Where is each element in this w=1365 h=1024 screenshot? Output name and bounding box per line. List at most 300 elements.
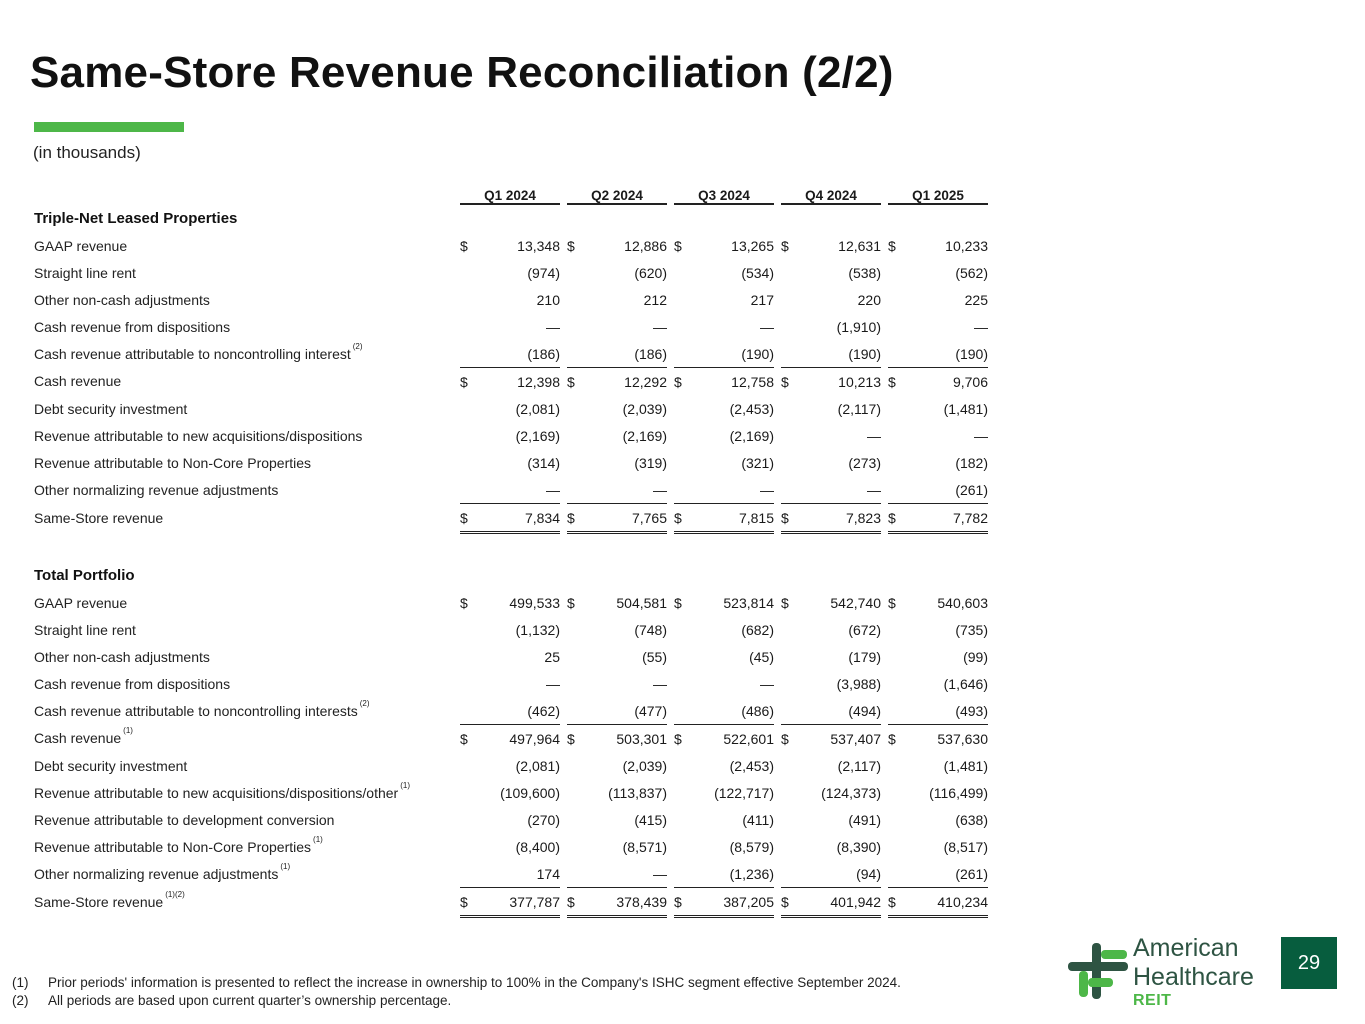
- value-cell: 12,886: [624, 237, 667, 254]
- value-cell: (273): [848, 454, 881, 471]
- value-cell: (319): [634, 454, 667, 471]
- currency-symbol: [460, 340, 474, 368]
- currency-symbol: [781, 476, 795, 504]
- value-cell: (2,039): [622, 400, 667, 417]
- value-cell: (1,910): [836, 318, 881, 335]
- currency-symbol: [460, 860, 474, 888]
- currency-symbol: [888, 259, 902, 286]
- value-cell: (270): [527, 811, 560, 828]
- currency-symbol: [888, 670, 902, 697]
- value-cell: 25: [544, 648, 560, 665]
- currency-symbol: [781, 860, 795, 888]
- value-cell: 522,601: [723, 730, 774, 747]
- value-cell: (113,837): [608, 784, 667, 801]
- value-cell: 7,815: [688, 504, 774, 533]
- value-cell: (682): [741, 621, 774, 638]
- footnote-ref: (1): [313, 834, 323, 844]
- row-label-cell: [34, 504, 460, 533]
- currency-symbol: [567, 286, 581, 313]
- currency-symbol: [460, 616, 474, 643]
- currency-symbol: [460, 476, 474, 504]
- table-row: [34, 476, 988, 504]
- currency-symbol: [460, 422, 474, 449]
- currency-symbol: $: [460, 373, 468, 390]
- currency-symbol: $: [567, 594, 575, 611]
- row-label-cell: [34, 368, 460, 396]
- row-label-cell: [34, 725, 460, 753]
- value-cell: 12,631: [838, 237, 881, 254]
- section-heading: Triple-Net Leased Properties: [34, 210, 238, 227]
- value-cell: 12,758: [731, 373, 774, 390]
- row-label: Other normalizing revenue adjustments: [34, 865, 279, 882]
- value-cell: 12,292: [624, 373, 667, 390]
- row-label-cell: [34, 697, 460, 725]
- table-row: [34, 313, 988, 340]
- column-header: Q1 2024: [460, 176, 560, 204]
- value-cell: (974): [527, 264, 560, 281]
- section-spacer: [34, 533, 988, 563]
- table-row: [34, 504, 988, 533]
- value-cell: —: [867, 427, 881, 444]
- row-label-cell: [34, 395, 460, 422]
- currency-symbol: [460, 697, 474, 725]
- row-label: Cash revenue: [34, 373, 122, 390]
- currency-symbol: [888, 395, 902, 422]
- value-cell: (2,453): [729, 400, 774, 417]
- value-cell: (55): [642, 648, 667, 665]
- cross-mark-icon: [1068, 943, 1128, 999]
- currency-symbol: [781, 752, 795, 779]
- value-cell: (190): [795, 340, 881, 368]
- value-cell: (491): [848, 811, 881, 828]
- currency-symbol: [674, 313, 688, 340]
- section-heading-row: [34, 204, 988, 232]
- row-label-cell: [34, 286, 460, 313]
- currency-symbol: [567, 259, 581, 286]
- value-cell: (8,390): [836, 838, 881, 855]
- logo-reit: REIT: [1133, 992, 1172, 1009]
- footnote-text: Prior periods' information is presented to reflect the increase in ownership to 100% in the Company's ISHC segment effective September 2024.: [48, 975, 901, 990]
- footnote-number: (2): [12, 993, 29, 1008]
- footnote-text: All periods are based upon current quarter’s ownership percentage.: [48, 993, 452, 1008]
- value-cell: (1,481): [943, 757, 988, 774]
- value-cell: 540,603: [937, 594, 988, 611]
- currency-symbol: $: [888, 504, 902, 533]
- currency-symbol: [674, 476, 688, 504]
- value-cell: (2,081): [515, 757, 560, 774]
- currency-symbol: [781, 340, 795, 368]
- value-cell: —: [546, 675, 560, 692]
- currency-symbol: [567, 643, 581, 670]
- section-heading: Total Portfolio: [34, 567, 135, 584]
- currency-symbol: [674, 286, 688, 313]
- value-cell: —: [581, 860, 667, 888]
- page-number: 29: [1281, 937, 1337, 989]
- currency-symbol: [888, 449, 902, 476]
- value-cell: 10,233: [945, 237, 988, 254]
- currency-symbol: [460, 643, 474, 670]
- currency-symbol: $: [674, 504, 688, 533]
- value-cell: —: [581, 476, 667, 504]
- row-label-cell: [34, 449, 460, 476]
- value-cell: 7,834: [474, 504, 560, 533]
- row-label-cell: [34, 259, 460, 286]
- value-cell: (45): [749, 648, 774, 665]
- currency-symbol: [888, 697, 902, 725]
- value-cell: 7,823: [795, 504, 881, 533]
- value-cell: —: [653, 318, 667, 335]
- currency-symbol: [674, 860, 688, 888]
- value-cell: (672): [848, 621, 881, 638]
- value-cell: (179): [848, 648, 881, 665]
- value-cell: 220: [857, 291, 881, 308]
- currency-symbol: [567, 616, 581, 643]
- row-label: Cash revenue from dispositions: [34, 318, 231, 335]
- currency-symbol: $: [567, 504, 581, 533]
- currency-symbol: [567, 752, 581, 779]
- currency-symbol: [781, 395, 795, 422]
- currency-symbol: $: [781, 730, 789, 747]
- row-label: Same-Store revenue: [34, 510, 164, 526]
- value-cell: (534): [741, 264, 774, 281]
- value-cell: (2,453): [729, 757, 774, 774]
- value-cell: 387,205: [688, 888, 774, 917]
- currency-symbol: [460, 752, 474, 779]
- table-row: [34, 752, 988, 779]
- value-cell: (8,517): [943, 838, 988, 855]
- value-cell: (8,579): [729, 838, 774, 855]
- row-label: Other non-cash adjustments: [34, 291, 210, 308]
- footnote-ref: (1)(2): [165, 890, 185, 899]
- currency-symbol: [781, 833, 795, 860]
- currency-symbol: [888, 422, 902, 449]
- reconciliation-table: [34, 176, 988, 918]
- value-cell: 497,964: [509, 730, 560, 747]
- row-label: Revenue attributable to Non-Core Properties: [34, 838, 312, 855]
- currency-symbol: [674, 643, 688, 670]
- currency-symbol: [888, 616, 902, 643]
- currency-symbol: $: [888, 237, 896, 254]
- currency-symbol: [674, 697, 688, 725]
- value-cell: —: [974, 318, 988, 335]
- table-row: [34, 368, 988, 396]
- currency-symbol: [567, 860, 581, 888]
- value-cell: (638): [955, 811, 988, 828]
- currency-symbol: [567, 779, 581, 806]
- currency-symbol: [888, 286, 902, 313]
- column-header: Q3 2024: [674, 176, 774, 204]
- currency-symbol: [888, 340, 902, 368]
- value-cell: 410,234: [902, 888, 988, 917]
- table-row: [34, 643, 988, 670]
- currency-symbol: [674, 779, 688, 806]
- currency-symbol: $: [460, 504, 474, 533]
- row-label-cell: [34, 860, 460, 888]
- value-cell: (620): [634, 264, 667, 281]
- row-label-cell: [34, 232, 460, 259]
- currency-symbol: [781, 779, 795, 806]
- table-row: [34, 232, 988, 259]
- currency-symbol: $: [888, 594, 896, 611]
- value-cell: (261): [902, 476, 988, 504]
- value-cell: (494): [795, 697, 881, 725]
- value-cell: —: [688, 476, 774, 504]
- currency-symbol: [460, 833, 474, 860]
- table-row: [34, 697, 988, 725]
- table-row: [34, 395, 988, 422]
- row-label-cell: [34, 589, 460, 616]
- currency-symbol: [567, 313, 581, 340]
- currency-symbol: [460, 395, 474, 422]
- currency-symbol: [781, 616, 795, 643]
- currency-symbol: [674, 449, 688, 476]
- currency-symbol: [567, 422, 581, 449]
- currency-symbol: $: [781, 888, 795, 917]
- row-label-cell: [34, 806, 460, 833]
- currency-symbol: [460, 670, 474, 697]
- currency-symbol: [888, 643, 902, 670]
- column-header: Q1 2025: [888, 176, 988, 204]
- value-cell: —: [653, 675, 667, 692]
- value-cell: (2,117): [837, 757, 881, 774]
- value-cell: 210: [536, 291, 560, 308]
- value-cell: 504,581: [616, 594, 667, 611]
- value-cell: (2,169): [515, 427, 560, 444]
- value-cell: (486): [688, 697, 774, 725]
- currency-symbol: [781, 806, 795, 833]
- value-cell: —: [760, 675, 774, 692]
- row-label: Cash revenue attributable to noncontrolling interests: [34, 702, 358, 719]
- row-label-cell: [34, 752, 460, 779]
- row-label: Debt security investment: [34, 400, 188, 417]
- currency-symbol: [460, 779, 474, 806]
- table-row: [34, 670, 988, 697]
- currency-symbol: $: [674, 888, 688, 917]
- currency-symbol: [781, 313, 795, 340]
- value-cell: 13,348: [517, 237, 560, 254]
- row-label-cell: [34, 313, 460, 340]
- value-cell: (122,717): [714, 784, 774, 801]
- row-label: Revenue attributable to new acquisitions/dispositions: [34, 427, 363, 444]
- value-cell: (116,499): [929, 784, 988, 801]
- value-cell: 217: [750, 291, 774, 308]
- value-cell: (562): [955, 264, 988, 281]
- row-label: GAAP revenue: [34, 237, 128, 254]
- currency-symbol: [781, 643, 795, 670]
- currency-symbol: $: [674, 594, 682, 611]
- value-cell: (1,132): [515, 621, 560, 638]
- row-label: Cash revenue from dispositions: [34, 675, 231, 692]
- currency-symbol: [567, 476, 581, 504]
- currency-symbol: $: [781, 594, 789, 611]
- currency-symbol: [674, 259, 688, 286]
- value-cell: (190): [902, 340, 988, 368]
- value-cell: (321): [741, 454, 774, 471]
- currency-symbol: [567, 340, 581, 368]
- value-cell: (415): [634, 811, 667, 828]
- currency-symbol: $: [674, 237, 682, 254]
- currency-symbol: $: [888, 888, 902, 917]
- value-cell: (462): [474, 697, 560, 725]
- currency-symbol: [567, 806, 581, 833]
- value-cell: (186): [581, 340, 667, 368]
- currency-symbol: $: [781, 373, 789, 390]
- row-label: Same-Store revenue: [34, 894, 164, 910]
- currency-symbol: [460, 286, 474, 313]
- value-cell: 537,630: [937, 730, 988, 747]
- row-label-cell: [34, 616, 460, 643]
- value-cell: (3,988): [836, 675, 881, 692]
- currency-symbol: $: [567, 888, 581, 917]
- value-cell: (8,571): [622, 838, 667, 855]
- title-accent-bar: [34, 122, 184, 132]
- value-cell: 537,407: [830, 730, 881, 747]
- footnote-ref: (1): [280, 861, 291, 871]
- currency-symbol: [781, 422, 795, 449]
- table-row: [34, 860, 988, 888]
- table-row: [34, 449, 988, 476]
- footnote-1: [12, 975, 901, 990]
- footnote-2: [12, 993, 451, 1008]
- currency-symbol: [888, 779, 902, 806]
- value-cell: 7,765: [581, 504, 667, 533]
- value-cell: 7,782: [902, 504, 988, 533]
- footnote-ref: (2): [352, 341, 363, 351]
- table-row: [34, 806, 988, 833]
- value-cell: —: [974, 427, 988, 444]
- currency-symbol: [567, 697, 581, 725]
- value-cell: (2,117): [837, 400, 881, 417]
- row-label: Revenue attributable to development conversion: [34, 811, 335, 828]
- currency-symbol: $: [674, 730, 682, 747]
- currency-symbol: [567, 670, 581, 697]
- currency-symbol: [888, 313, 902, 340]
- value-cell: (1,646): [943, 675, 988, 692]
- value-cell: (1,481): [943, 400, 988, 417]
- currency-symbol: [460, 449, 474, 476]
- row-label-cell: [34, 888, 460, 917]
- value-cell: (124,373): [821, 784, 881, 801]
- row-label-cell: [34, 340, 460, 368]
- currency-symbol: [888, 752, 902, 779]
- table-row: [34, 286, 988, 313]
- value-cell: —: [474, 476, 560, 504]
- currency-symbol: $: [460, 594, 468, 611]
- currency-symbol: [781, 259, 795, 286]
- table-row: [34, 422, 988, 449]
- value-cell: (2,039): [622, 757, 667, 774]
- currency-symbol: [888, 860, 902, 888]
- value-cell: (538): [848, 264, 881, 281]
- currency-symbol: [567, 395, 581, 422]
- footnote-number: (1): [12, 975, 29, 990]
- currency-symbol: $: [460, 730, 468, 747]
- page-title: Same-Store Revenue Reconciliation (2/2): [30, 48, 894, 97]
- currency-symbol: $: [460, 237, 468, 254]
- table-row: [34, 725, 988, 753]
- table-row: [34, 888, 988, 917]
- currency-symbol: [674, 422, 688, 449]
- value-cell: (8,400): [515, 838, 560, 855]
- value-cell: (2,081): [515, 400, 560, 417]
- value-cell: (477): [581, 697, 667, 725]
- header-row: [34, 176, 988, 204]
- value-cell: 401,942: [795, 888, 881, 917]
- currency-symbol: $: [567, 237, 575, 254]
- row-label-cell: [34, 643, 460, 670]
- currency-symbol: [781, 286, 795, 313]
- currency-symbol: [888, 476, 902, 504]
- currency-symbol: [567, 449, 581, 476]
- currency-symbol: [674, 752, 688, 779]
- table-row: [34, 833, 988, 860]
- value-cell: 225: [964, 291, 988, 308]
- row-label: Cash revenue: [34, 730, 122, 747]
- value-cell: 13,265: [731, 237, 774, 254]
- column-header: Q4 2024: [781, 176, 881, 204]
- value-cell: (186): [474, 340, 560, 368]
- value-cell: (2,169): [729, 427, 774, 444]
- table-row: [34, 589, 988, 616]
- table-row: [34, 259, 988, 286]
- row-label: Revenue attributable to new acquisitions/dispositions/other: [34, 784, 399, 801]
- footnote-ref: (1): [123, 726, 133, 736]
- value-cell: (748): [634, 621, 667, 638]
- currency-symbol: $: [781, 504, 795, 533]
- value-cell: (411): [742, 811, 774, 828]
- row-label: Straight line rent: [34, 264, 136, 281]
- value-cell: (94): [795, 860, 881, 888]
- currency-symbol: $: [781, 237, 789, 254]
- value-cell: (182): [955, 454, 988, 471]
- row-label-cell: [34, 833, 460, 860]
- row-label-cell: [34, 779, 460, 806]
- value-cell: (99): [963, 648, 988, 665]
- logo-line-1: American: [1133, 934, 1239, 962]
- currency-symbol: [460, 313, 474, 340]
- currency-symbol: [674, 833, 688, 860]
- row-label-cell: [34, 476, 460, 504]
- row-label: GAAP revenue: [34, 594, 128, 611]
- currency-symbol: [460, 806, 474, 833]
- value-cell: 377,787: [474, 888, 560, 917]
- table-body: [34, 204, 988, 917]
- row-label: Revenue attributable to Non-Core Properties: [34, 454, 312, 471]
- row-label: Cash revenue attributable to noncontrolling interest: [34, 345, 351, 362]
- currency-symbol: $: [674, 373, 682, 390]
- row-label: Other normalizing revenue adjustments: [34, 481, 279, 498]
- value-cell: 523,814: [723, 594, 774, 611]
- value-cell: (2,169): [622, 427, 667, 444]
- value-cell: 174: [474, 860, 560, 888]
- value-cell: (493): [902, 697, 988, 725]
- currency-symbol: $: [888, 730, 896, 747]
- currency-symbol: [781, 449, 795, 476]
- value-cell: —: [546, 318, 560, 335]
- row-label: Straight line rent: [34, 621, 136, 638]
- currency-symbol: [781, 697, 795, 725]
- table-row: [34, 616, 988, 643]
- row-label: Debt security investment: [34, 757, 188, 774]
- column-header: Q2 2024: [567, 176, 667, 204]
- value-cell: —: [795, 476, 881, 504]
- currency-symbol: [888, 806, 902, 833]
- units-note: (in thousands): [33, 143, 141, 162]
- section-heading-row: [34, 562, 988, 589]
- currency-symbol: [674, 395, 688, 422]
- value-cell: 503,301: [616, 730, 667, 747]
- value-cell: (190): [688, 340, 774, 368]
